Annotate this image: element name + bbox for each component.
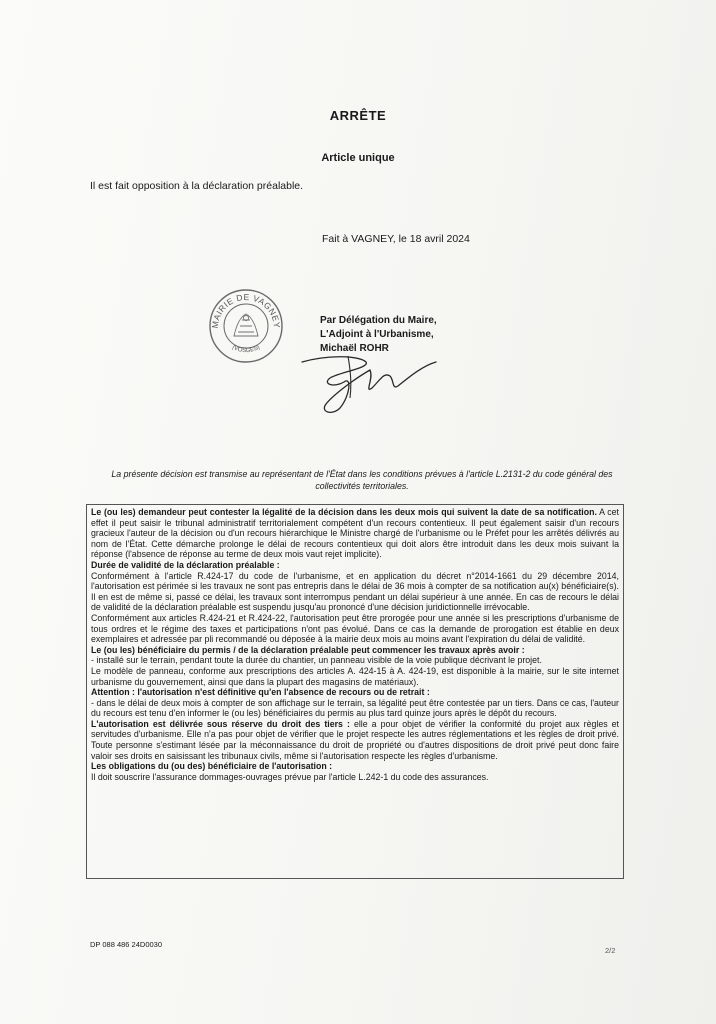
seal-emblem-icon <box>234 314 258 336</box>
notice-heading-validite: Durée de validité de la déclaration préalable : <box>91 559 280 570</box>
mairie-seal <box>208 288 284 364</box>
place-date: Fait à VAGNEY, le 18 avril 2024 <box>322 233 470 245</box>
legal-notice-box <box>86 504 624 879</box>
notice-heading-attention: Attention : l'autorisation n'est définitive qu'en l'absence de recours ou de retrait : <box>91 687 430 698</box>
signatory-name: Michaël ROHR <box>320 343 389 354</box>
seal-top-text: MAIRIE DE VAGNEY <box>209 291 283 329</box>
signatory-line-1: Par Délégation du Maire, <box>320 315 437 326</box>
notice-paragraph-modele: Le modèle de panneau, conforme aux prescriptions des articles A. 424-15 à A. 424-19, est disponible à la mairie, sur le site internet urbanisme du gouvernement, ainsi que dans la plupart des magasins de matériaux). <box>91 665 619 687</box>
notice-paragraph-validite: Conformément à l'article R.424-17 du code de l'urbanisme, et en application du décret n°2014-1661 du 29 décembre 2014, l'autorisation est périmée si les travaux ne sont pas entrepris dans le délai de 36 mois à compter de sa notification au(x) bénéficiaire(s). Il en est de même si, passé ce délai, les travaux sont interrompus pendant un délai supérieur à une année. En cas de recours le délai de validité de la déclaration préalable est suspendu jusqu'au prononcé d'une décision juridictionnelle irrévocable. <box>91 570 619 613</box>
notice-paragraph-assurance: Il doit souscrire l'assurance dommages-ouvrages prévue par l'article L.242-1 du code des assurances. <box>91 771 489 782</box>
page-number: 2/2 <box>605 946 616 955</box>
svg-text:MAIRIE DE VAGNEY <box>210 292 282 329</box>
notice-paragraph-prorogation: Conformément aux articles R.424-21 et R.424-22, l'autorisation peut être prorogée pour une année si les prescriptions d'urbanisme de tous ordres et le régime des taxes et participations n'ont pas évolué. Dans ce cas la demande de prorogation est établie en deux exemplaires et adressée par pli recommandé ou déposée à la mairie deux mois au moins avant l'expiration du délai de validité. <box>91 612 619 645</box>
signatory-line-2: L'Adjoint à l'Urbanisme, <box>320 329 434 340</box>
seal-bottom-text: (VOSGES) <box>231 344 261 355</box>
notice-paragraph-tiers: L'autorisation est délivrée sous réserve du droit des tiers : elle a pour objet de vérifier la conformité du projet aux règles et servitudes d'urbanisme. Elle n'a pas pour objet de vérifier que le projet respecte les autres réglementations et les règles de droit privé. Toute personne s'estimant lésée par la méconnaissance du droit de propriété ou d'autres dispositions de droit privé peut donc faire valoir ses droits en saisissant les tribunaux civils, même si l'autorisation respecte les règles d'urbanisme. <box>91 718 620 761</box>
notice-paragraph-delai: - dans le délai de deux mois à compter de son affichage sur le terrain, sa légalité peut être contestée par un tiers. Dans ce cas, l'auteur du recours est tenu d'en informer le (ou les) bénéficiaires du permis au plus tard quinze jours après le dépôt du recours. <box>91 697 619 719</box>
notice-paragraph-recours: Le (ou les) demandeur peut contester la légalité de la décision dans les deux mois qui suivent la date de sa notification. A cet effet il peut saisir le tribunal administratif territorialement compétent d'un recours contentieux. Il peut également saisir d'un recours gracieux l'auteur de la décision ou d'un recours hiérarchique le Ministre chargé de l'urbanisme ou le Préfet pour les arrêtés délivrés au nom de l'État. Cette démarche prolonge le délai de recours contentieux qui doit alors être introduit dans les deux mois suivant la réponse (l'absence de réponse au terme de deux mois vaut rejet implicite). <box>91 507 619 560</box>
article-heading: Article unique <box>321 152 395 164</box>
notice-heading-travaux: Le (ou les) bénéficiaire du permis / de la déclaration préalable peut commencer les travaux après avoir : <box>91 644 525 655</box>
notice-paragraph-panneau: - installé sur le terrain, pendant toute la durée du chantier, un panneau visible de la voie publique décrivant le projet. <box>91 655 542 666</box>
page-title: ARRÊTE <box>329 108 387 123</box>
notice-heading-obligations: Les obligations du (ou des) bénéficiaire de l'autorisation : <box>91 761 333 772</box>
svg-text:(VOSGES) <box>231 345 261 355</box>
transmission-notice: La présente décision est transmise au représentant de l'État dans les conditions prévues à l'article L.2131-2 du code général des collectivités territoriales. <box>111 469 613 491</box>
handwritten-signature <box>300 348 440 418</box>
document-reference: DP 088 486 24D0030 <box>90 940 163 949</box>
decision-text: Il est fait opposition à la déclaration préalable. <box>90 180 304 192</box>
